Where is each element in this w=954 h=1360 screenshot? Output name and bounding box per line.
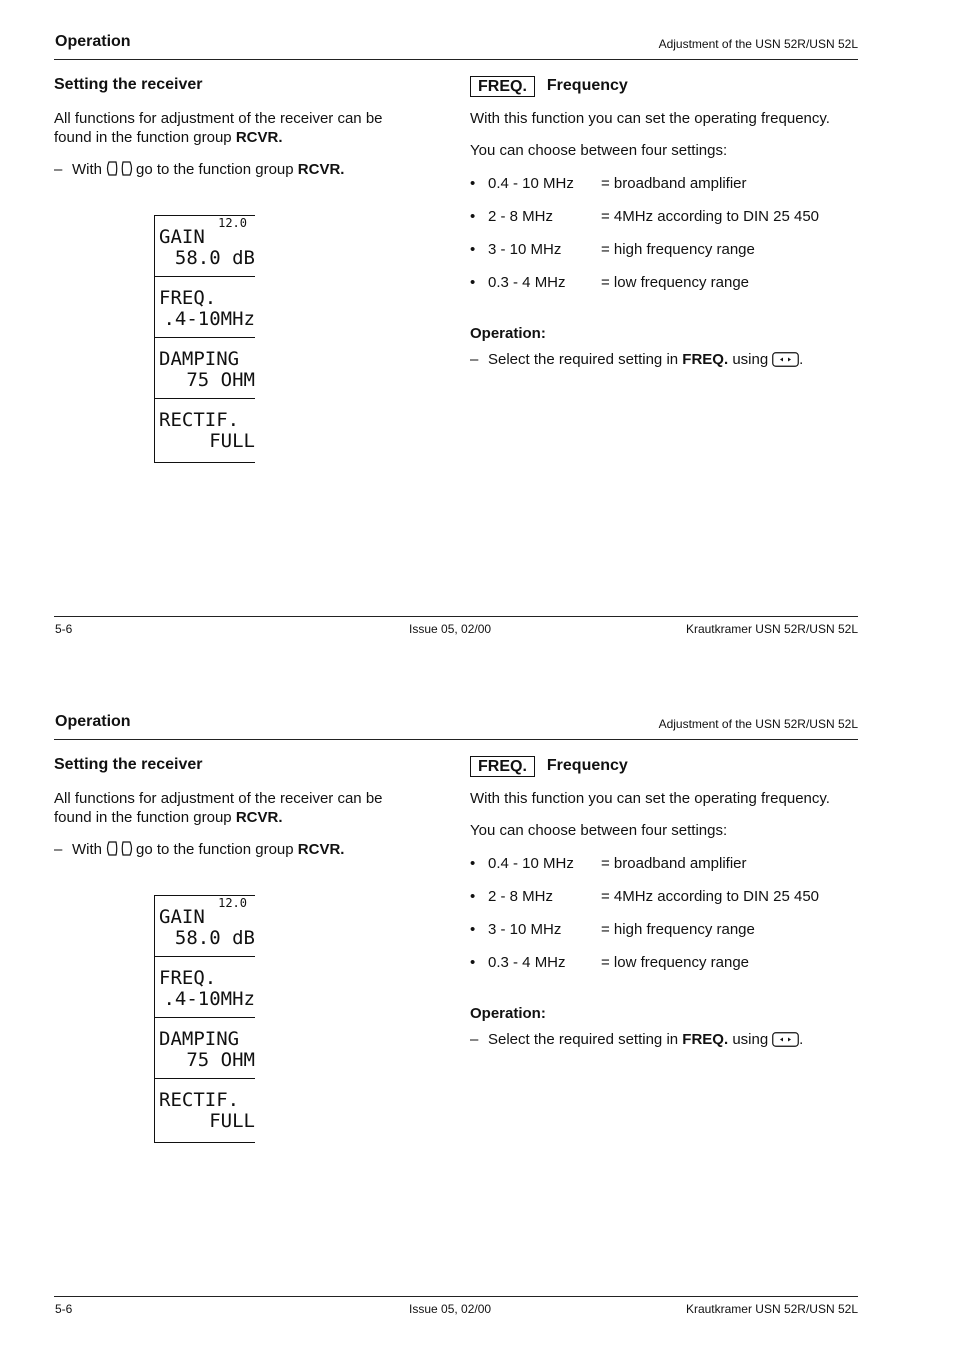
lcd-version-number: 12.0 [218,216,247,230]
setting-description: = 4MHz according to DIN 25 450 [601,208,820,225]
lcd-function-value: .4-10MHz [163,988,255,1010]
lcd-function-value: 75 OHM [186,369,255,391]
setting-item [470,174,870,193]
function-title: Frequency [546,757,628,774]
setting-range: 0.4 - 10 MHz [488,175,574,192]
operation-text-pre: Select the required setting in [488,1031,679,1048]
bullet-dot: • [470,954,476,971]
setting-description: = low frequency range [601,954,750,971]
operation-period: . [799,351,804,368]
footer-rule [54,1296,858,1297]
operation-text-post: using [732,1031,769,1048]
setting-item [470,273,870,292]
step-text-post: go to the function group [136,841,294,858]
setting-description: = high frequency range [601,921,755,938]
setting-range: 3 - 10 MHz [488,241,562,258]
lcd-cell [155,896,255,957]
operation-function-name: FREQ. [682,351,729,368]
bullet-dot: • [470,175,476,192]
operation-label: Operation: [470,1005,546,1022]
lcd-cell [155,957,255,1018]
operation-text-pre: Select the required setting in [488,351,679,368]
bullet-dot: • [470,855,476,872]
bullet-dot: • [470,888,476,905]
subsection-title: Setting the receiver [54,756,203,773]
lcd-display [154,895,255,1143]
lcd-function-value: FULL [209,1110,255,1132]
lcd-function-name: DAMPING [159,1028,240,1050]
lcd-function-value: .4-10MHz [163,308,255,330]
setting-item [470,207,870,226]
function-key-label: FREQ. [470,756,535,777]
intro-group-name: RCVR. [235,129,283,146]
lcd-function-name: FREQ. [159,287,217,309]
lcd-function-name: RECTIF. [159,1089,240,1111]
lcd-function-value: 58.0 dB [174,247,255,269]
lcd-cell [155,338,255,399]
lcd-cell [155,1079,255,1141]
section-heading: Operation [55,713,131,730]
lcd-function-value: 75 OHM [186,1049,255,1071]
step-dash: – [54,841,63,858]
function-title: Frequency [546,77,628,94]
operation-period: . [799,1031,804,1048]
step-group-name: RCVR. [297,841,345,858]
setting-item [470,953,870,972]
setting-range: 2 - 8 MHz [488,208,554,225]
setting-description: = broadband amplifier [601,175,747,192]
setting-description: = broadband amplifier [601,855,747,872]
step-group-name: RCVR. [297,161,345,178]
setting-range: 0.3 - 4 MHz [488,954,566,971]
step-text-pre: With [72,841,102,858]
lcd-function-name: RECTIF. [159,409,240,431]
settings-intro: You can choose between four settings: [470,142,728,159]
footer-rule [54,616,858,617]
section-heading: Operation [55,33,131,50]
function-description: With this function you can set the operating frequency. [470,110,830,127]
bullet-dot: • [470,208,476,225]
operation-function-name: FREQ. [682,1031,729,1048]
operation-text-post: using [732,351,769,368]
step-line [54,160,424,181]
lcd-cell [155,1018,255,1079]
setting-item [470,887,870,906]
setting-item [470,920,870,939]
bullet-dot: • [470,274,476,291]
chapter-heading: Adjustment of the USN 52R/USN 52L [658,37,858,51]
lcd-cell [155,216,255,277]
page-number: 5-6 [55,622,73,636]
settings-list [470,174,870,292]
operation-dash: – [470,1031,479,1048]
header-rule [54,59,858,60]
step-text-pre: With [72,161,102,178]
setting-range: 0.4 - 10 MHz [488,855,574,872]
rotary-knob-icon [106,841,133,861]
bullet-dot: • [470,241,476,258]
chapter-heading: Adjustment of the USN 52R/USN 52L [658,717,858,731]
settings-list [470,854,870,972]
step-dash: – [54,161,63,178]
intro-paragraph [54,789,424,827]
setting-range: 3 - 10 MHz [488,921,562,938]
subsection-title: Setting the receiver [54,76,203,93]
product-name: Krautkramer USN 52R/USN 52L [685,1302,858,1316]
rotary-knob-icon [106,161,133,181]
step-line [54,840,424,861]
left-column [54,75,424,181]
intro-text: All functions for adjustment of the receiver can be found in the function group [54,790,383,826]
page-number: 5-6 [55,1302,73,1316]
setting-range: 2 - 8 MHz [488,888,554,905]
arrow-keys-icon [772,1032,799,1052]
lcd-function-name: GAIN [159,906,205,928]
step-text-post: go to the function group [136,161,294,178]
function-key-label: FREQ. [470,76,535,97]
lcd-function-value: 58.0 dB [174,927,255,949]
lcd-display [154,215,255,463]
operation-label: Operation: [470,325,546,342]
intro-paragraph [54,109,424,147]
issue-date: Issue 05, 02/00 [409,622,492,636]
lcd-cell [155,399,255,461]
right-column [470,75,870,372]
setting-description: = high frequency range [601,241,755,258]
issue-date: Issue 05, 02/00 [409,1302,492,1316]
operation-step [470,350,870,372]
header-rule [54,739,858,740]
lcd-version-number: 12.0 [218,896,247,910]
settings-intro: You can choose between four settings: [470,822,728,839]
lcd-function-name: DAMPING [159,348,240,370]
setting-description: = 4MHz according to DIN 25 450 [601,888,820,905]
operation-dash: – [470,351,479,368]
bullet-dot: • [470,921,476,938]
right-column [470,755,870,1052]
product-name: Krautkramer USN 52R/USN 52L [685,622,858,636]
intro-group-name: RCVR. [235,809,283,826]
operation-step [470,1030,870,1052]
setting-range: 0.3 - 4 MHz [488,274,566,291]
manual-page [0,680,954,1360]
lcd-function-name: GAIN [159,226,205,248]
left-column [54,755,424,861]
lcd-cell [155,277,255,338]
setting-description: = low frequency range [601,274,750,291]
function-description: With this function you can set the operating frequency. [470,790,830,807]
lcd-function-name: FREQ. [159,967,217,989]
function-heading [470,755,870,777]
function-heading [470,75,870,97]
intro-text: All functions for adjustment of the receiver can be found in the function group [54,110,383,146]
arrow-keys-icon [772,352,799,372]
setting-item [470,854,870,873]
setting-item [470,240,870,259]
lcd-function-value: FULL [209,430,255,452]
